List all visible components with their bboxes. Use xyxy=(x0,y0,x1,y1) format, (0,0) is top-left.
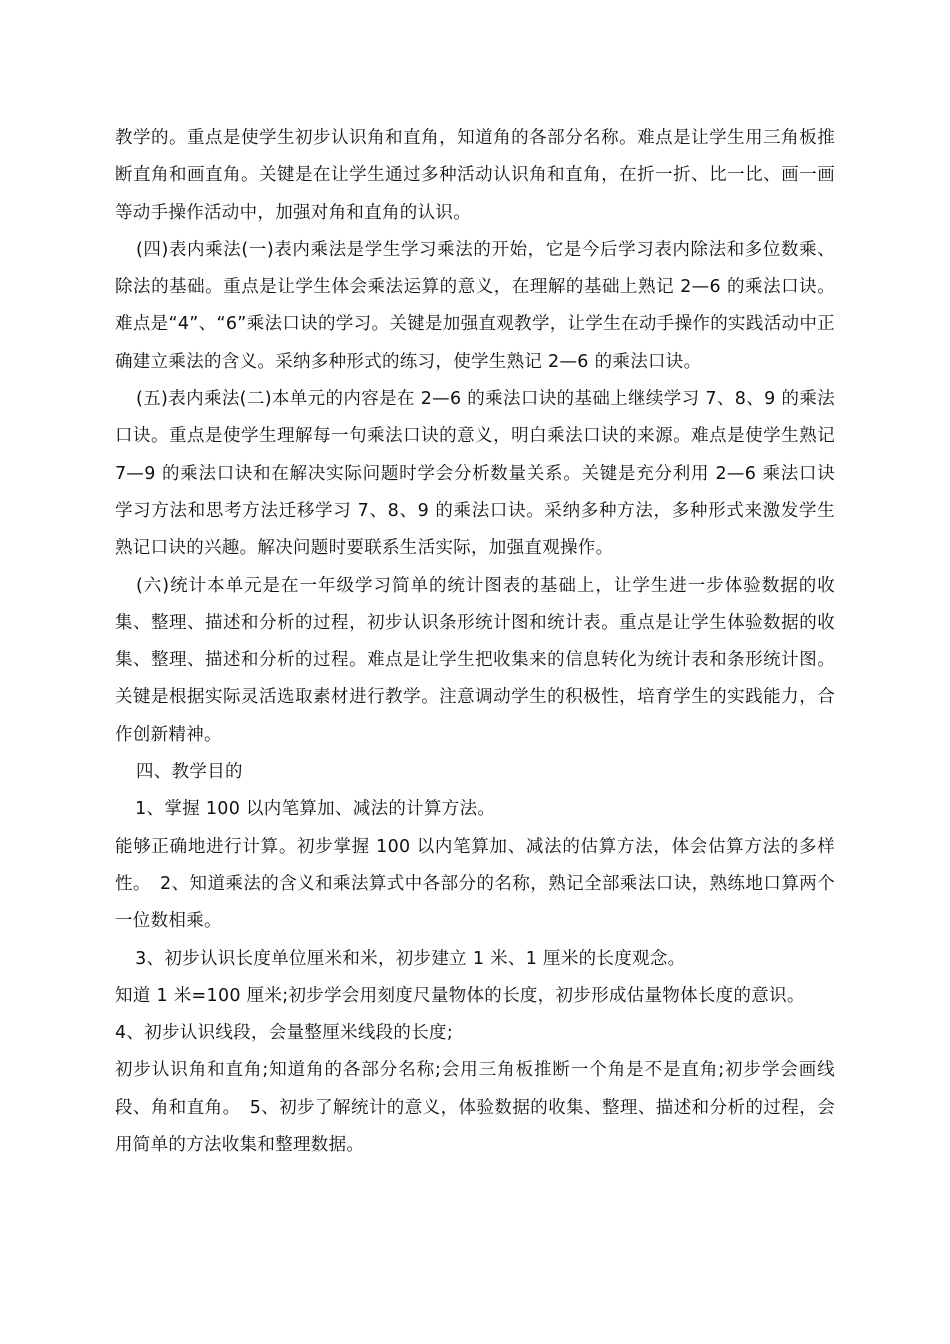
goal-item-3: 3、初步认识长度单位厘米和米，初步建立 1 米、1 厘米的长度观念。 xyxy=(135,948,686,969)
goal-item-1: 1、掌握 100 以内笔算加、减法的计算方法。 xyxy=(135,799,496,820)
section-heading-teaching-goals: 四、教学目的 xyxy=(136,762,243,783)
goal-item-1-continued: 能够正确地进行计算。初步掌握 100 以内笔算加、减法的估算方法，体会估算方法的多样性。 2、知道乘法的含义和乘法算式中各部分的名称，熟记全部乘法口诀，熟练地口算两个一位数相乘。 xyxy=(115,836,835,932)
paragraph-angle-key-points: 教学的。重点是使学生初步认识角和直角，知道角的各部分名称。难点是让学生用三角板推断直角和画直角。关键是在让学生通过多种活动认识角和直角，在折一折、比一比、画一画等动手操作活动中，加强对角和直角的认识。 xyxy=(115,128,835,223)
paragraph-statistics: (六)统计本单元是在一年级学习简单的统计图表的基础上，让学生进一步体验数据的收集、整理、描述和分析的过程，初步认识条形统计图和统计表。重点是让学生体验数据的收集、整理、描述和分析的过程。难点是让学生把收集来的信息转化为统计表和条形统计图。关键是根据实际灵活选取素材进行教学。注意调动学生的积极性，培育学生的实践能力，合作创新精神。 xyxy=(115,575,835,745)
goal-item-4-continued: 初步认识角和直角;知道角的各部分名称;会用三角板推断一个角是不是直角;初步学会画线段、角和直角。 5、初步了解统计的意义，体验数据的收集、整理、描述和分析的过程，会用简单的方法收集和整理数据。 xyxy=(115,1060,835,1156)
document-page xyxy=(115,120,835,1164)
goal-item-3-continued: 知道 1 米=100 厘米;初步学会用刻度尺量物体的长度，初步形成估量物体长度的意识。 xyxy=(115,985,805,1006)
goal-item-4: 4、初步认识线段，会量整厘米线段的长度; xyxy=(115,1023,454,1044)
paragraph-multiplication-one: (四)表内乘法(一)表内乘法是学生学习乘法的开始，它是今后学习表内除法和多位数乘、除法的基础。重点是让学生体会乘法运算的意义，在理解的基础上熟记 2—6 的乘法口诀。难点是“4”、“6”乘法口诀的学习。关键是加强直观教学，让学生在动手操作的实践活动中正确建立乘法的含义。采纳多种形式的练习，使学生熟记 2—6 的乘法口诀。 xyxy=(115,239,835,372)
paragraph-multiplication-two: (五)表内乘法(二)本单元的内容是在 2—6 的乘法口诀的基础上继续学习 7、8、9 的乘法口诀。重点是使学生理解每一句乘法口诀的意义，明白乘法口诀的来源。难点是使学生熟记 7—9 的乘法口诀和在解决实际问题时学会分析数量关系。关键是充分利用 2—6 乘法口诀学习方法和思考方法迁移学习 7、8、9 的乘法口诀。采纳多种方法，多种形式来激发学生熟记口诀的兴趣。解决问题时要联系生活实际，加强直观操作。 xyxy=(115,389,835,559)
